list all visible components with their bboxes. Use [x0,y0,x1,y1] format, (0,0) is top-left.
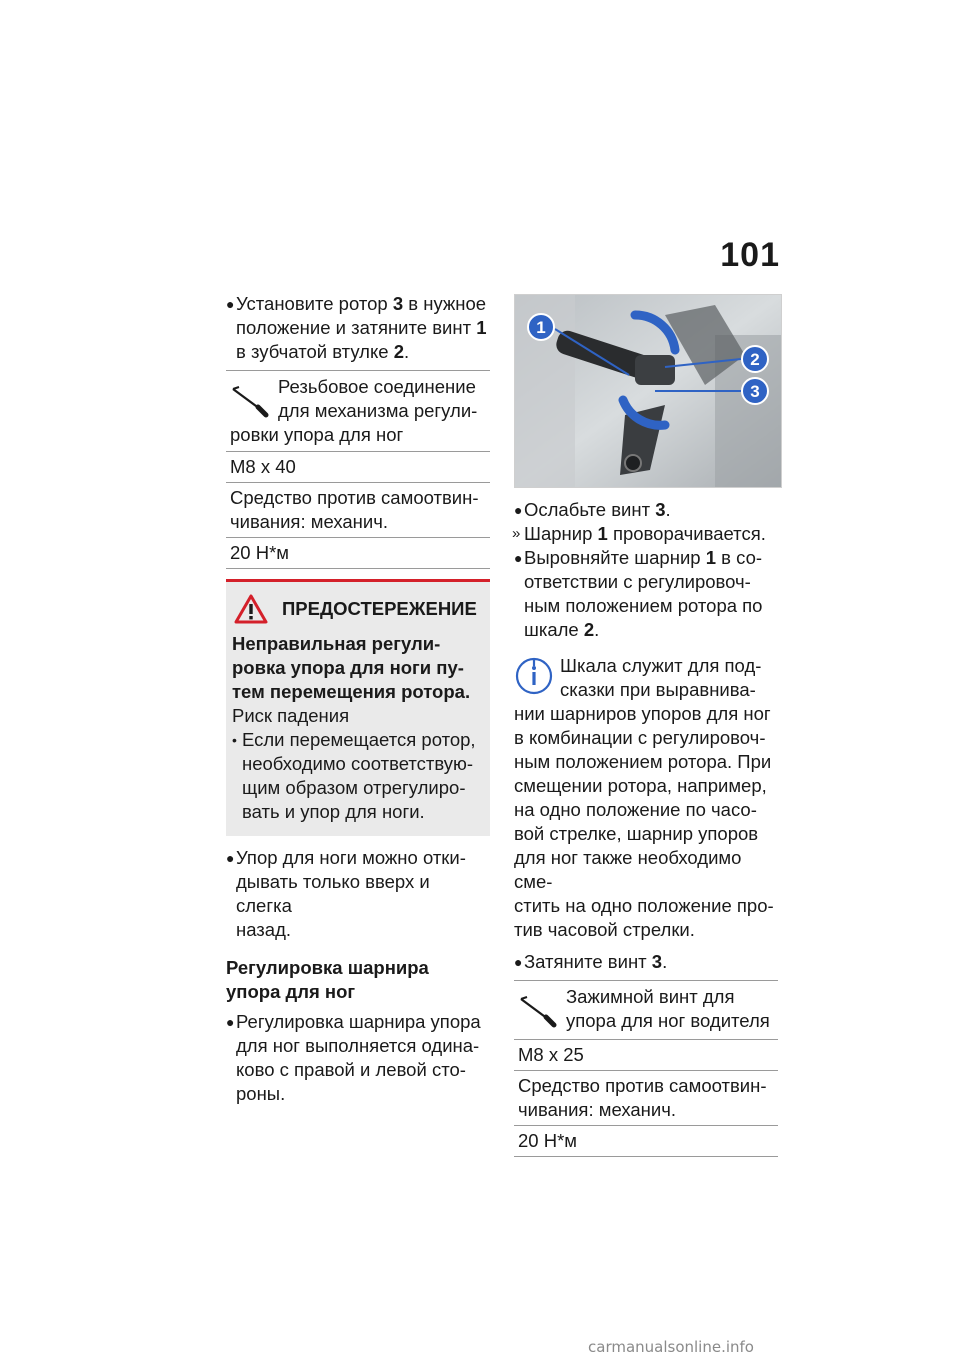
bullet-icon: ● [514,550,523,566]
spec-header: Резьбовое соединение для механизма регули- ровки упора для ног [226,371,490,452]
spec-header: Зажимной винт для упора для ног водителя [514,981,778,1040]
bullet-icon: • [232,732,237,748]
callout-2: 2 [750,350,760,369]
bullet-icon: ● [226,296,235,312]
torque-wrench-icon [518,993,558,1029]
step-footrest-fold: ● Упор для ноги можно отки- дывать только вверх и слегка назад. [226,847,466,940]
spec-locking-agent: Средство против самоотвин- чивания: механич. [226,483,490,538]
step-align: ● Выровняйте шарнир 1 в со- ответствии с регулировоч- ным положением ротора по шкале 2. [514,547,763,640]
result-line: » Шарнир 1 проворачивается. [512,523,766,544]
warning-title: ПРЕДОСТЕРЕЖЕНИЕ [282,598,477,619]
warning-triangle-icon [234,594,268,624]
warning-risk: Риск падения [232,705,350,726]
bullet-icon: ● [514,954,523,970]
step-loosen: ● Ослабьте винт 3. [514,499,671,520]
callout-1: 1 [536,318,546,337]
callout-3: 3 [750,382,760,401]
spec-size: M8 x 40 [226,452,490,483]
warning-box [226,579,490,836]
footrest-illustration [515,295,781,487]
torque-spec-table [226,370,490,569]
spec-locking-agent: Средство против самоотвин- чивания: механич. [514,1071,778,1126]
step-tighten: ● Затяните винт 3. [514,951,668,972]
bullet-icon: ● [226,1014,235,1030]
result-arrow-icon: » [512,525,521,542]
watermark: carmanualsonline.info [588,1338,754,1356]
spec-torque: 20 Н*м [514,1126,778,1157]
step-set-rotor: ● Установите ротор 3 в нужное положение и затяните винт 1 в зубчатой втулке 2. [226,293,487,362]
spec-size: M8 x 25 [514,1040,778,1071]
torque-spec-table-clamp [514,980,778,1157]
spec-torque: 20 Н*м [226,538,490,569]
info-note: Шкала служит для под- сказки при выравнива- нии шарниров упоров для ног в комбинации с регулировоч- ным положением ротора. При смещении ротора, например, на одно положение по часо- вой стрелке, шарнир упоров для ног также необходимо сме- стить на одно положение про- тив часовой стрелки. [514,655,774,940]
section-title: Регулировка шарнира упора для ног [226,957,429,1002]
right-column [514,292,778,1167]
torque-wrench-icon [230,383,270,419]
footrest-photo [514,294,782,488]
page-number: 101 [720,236,780,274]
warning-heading: Неправильная регули- ровка упора для ноги пу- тем перемещения ротора. [232,633,471,702]
info-icon [514,656,554,696]
step-joint-adjust: ● Регулировка шарнира упора для ног выполняется одина- ково с правой и левой сто- роны. [226,1011,481,1104]
bullet-icon: ● [226,850,235,866]
bullet-icon: ● [514,502,523,518]
warning-action: • Если перемещается ротор, необходимо соответствую- щим образом отрегулиро- вать и упор для ноги. [232,729,476,822]
left-column [226,292,490,1112]
